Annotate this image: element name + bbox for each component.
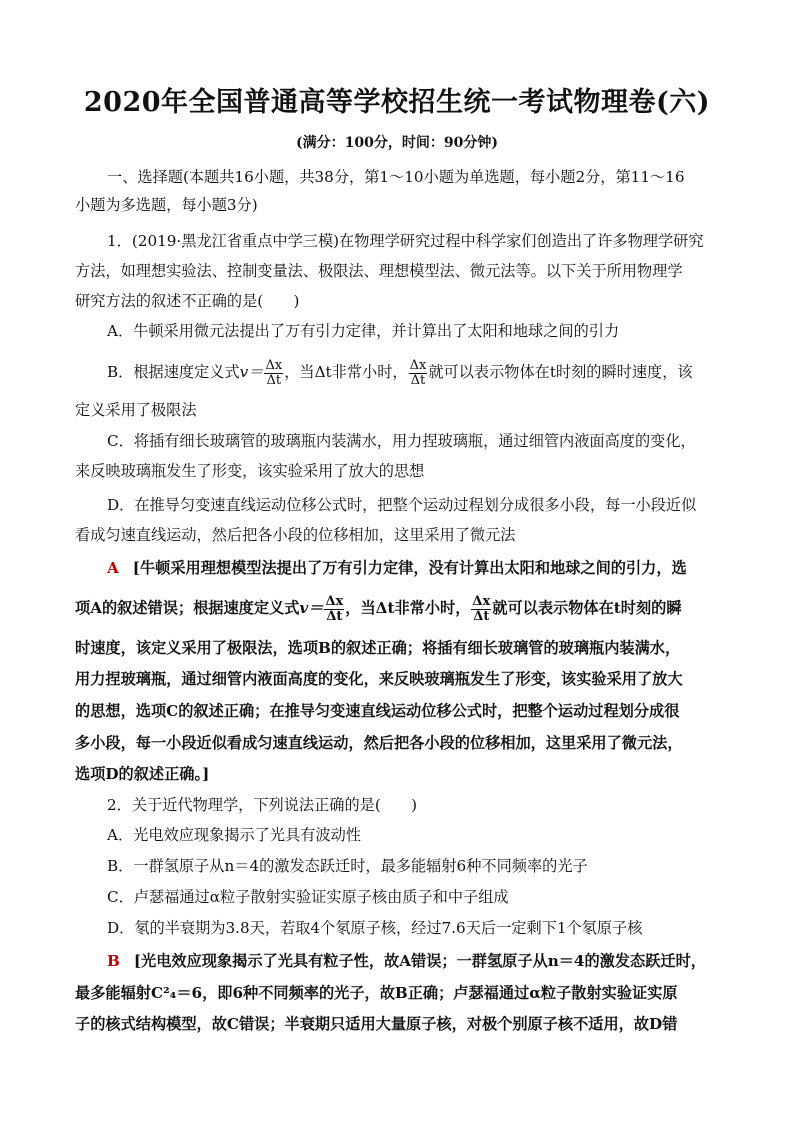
q1-explanation-line: [75, 592, 735, 624]
formula-lhs: v＝: [299, 599, 324, 617]
q2-explanation-line: 子的核式结构模型，故C错误；半衰期只适用大量原子核，对极个别原子核不适用，故D错: [75, 1015, 678, 1033]
q1-option-b-text: 就可以表示物体在t时刻的瞬时速度，该: [428, 363, 693, 381]
formula-fraction: [409, 359, 428, 388]
q2-stem: 2．关于近代物理学，下列说法正确的是( ): [107, 796, 418, 814]
q1-explanation-line: 多小段，每一小段近似看成匀速直线运动，然后把各小段的位移相加，这里采用了微元法，: [75, 734, 683, 752]
formula-fraction: [471, 595, 491, 624]
fraction-denominator: Δt: [326, 608, 343, 624]
q1-explanation-line: 选项D的叙述正确。]: [75, 765, 210, 783]
q2-explanation: [光电效应现象揭示了光具有粒子性，故A错误；一群氢原子从n＝4的激发态跃迁时，: [133, 952, 706, 970]
q1-answer: [107, 555, 735, 581]
q1-option-a: A．牛顿采用微元法提出了万有引力定律，并计算出了太阳和地球之间的引力: [107, 322, 620, 340]
page-title: 2020年全国普通高等学校招生统一考试物理卷(六): [83, 87, 711, 118]
q1-explanation-text: ，当Δt非常小时，: [345, 599, 471, 617]
fraction-numerator: Δx: [409, 357, 427, 373]
q1-stem-cont: 研究方法的叙述不正确的是( ): [75, 292, 300, 310]
q1-explanation-text: 就可以表示物体在t时刻的瞬: [492, 599, 682, 617]
q2-option-c: C．卢瑟福通过α粒子散射实验证实原子核由质子和中子组成: [107, 888, 509, 906]
q2-option-d: D．氡的半衰期为3.8天，若取4个氡原子核，经过7.6天后一定剩下1个氡原子核: [107, 919, 643, 937]
exam-info: (满分：100分，时间：90分钟): [296, 135, 498, 151]
q2-answer-letter: B: [107, 952, 120, 970]
q1-option-b-text: B．根据速度定义式: [107, 363, 240, 381]
fraction-denominator: Δt: [266, 372, 282, 388]
q2-explanation-line: 最多能辐射C²₄＝6，即6种不同频率的光子，故B正确；卢瑟福通过α粒子散射实验证实原: [75, 984, 678, 1002]
q2-option-a: A．光电效应现象揭示了光具有波动性: [107, 826, 361, 844]
q1-explanation: [牛顿采用理想模型法提出了万有引力定律，没有计算出太阳和地球之间的引力，选: [132, 559, 687, 577]
fraction-numerator: Δx: [265, 357, 283, 373]
fraction-denominator: Δt: [473, 608, 490, 624]
formula-fraction: [324, 595, 344, 624]
formula-lhs: v＝: [239, 363, 264, 381]
fraction-numerator: Δx: [325, 593, 344, 609]
q1-option-c: C．将插有细长玻璃管的玻璃瓶内装满水，用力捏玻璃瓶，通过细管内液面高度的变化，: [107, 432, 696, 450]
q1-stem-cont: 方法，如理想实验法、控制变量法、极限法、理想模型法、微元法等。以下关于所用物理学: [75, 262, 683, 280]
q1-explanation-line: 的思想，选项C的叙述正确；在推导匀变速直线运动位移公式时，把整个运动过程划分成很: [75, 702, 680, 720]
formula-fraction: [264, 359, 283, 388]
section-heading-cont: 小题为多选题，每小题3分): [75, 196, 258, 214]
q1-option-b-text: ，当Δt非常小时，: [284, 363, 408, 381]
q1-answer-letter: A: [107, 559, 119, 577]
q2-answer: [107, 948, 735, 974]
q1-option-c-cont: 来反映玻璃瓶发生了形变，该实验采用了放大的思想: [75, 462, 425, 480]
q2-option-b: B．一群氢原子从n＝4的激发态跃迁时，最多能辐射6种不同频率的光子: [107, 857, 588, 875]
q1-explanation-line: 时速度，该定义采用了极限法，选项B的叙述正确；将插有细长玻璃管的玻璃瓶内装满水，: [75, 639, 681, 657]
q1-stem: 1．(2019·黑龙江省重点中学三模)在物理学研究过程中科学家们创造出了许多物理学研究: [107, 232, 704, 250]
q1-explanation-line: 用力捏玻璃瓶，通过细管内液面高度的变化，来反映玻璃瓶发生了形变，该实验采用了放大: [75, 670, 683, 688]
q1-option-b: [107, 356, 735, 388]
fraction-numerator: Δx: [472, 593, 491, 609]
section-heading: 一、选择题(本题共16小题，共38分，第1～10小题为单选题，每小题2分，第11～16: [107, 168, 685, 186]
q1-option-d: D．在推导匀变速直线运动位移公式时，把整个运动过程划分成很多小段，每一小段近似: [107, 496, 697, 514]
fraction-denominator: Δt: [410, 372, 426, 388]
q1-option-b-cont: 定义采用了极限法: [75, 401, 197, 419]
q1-explanation-text: 项A的叙述错误；根据速度定义式: [75, 599, 300, 617]
q1-option-d-cont: 看成匀速直线运动，然后把各小段的位移相加，这里采用了微元法: [75, 526, 516, 544]
